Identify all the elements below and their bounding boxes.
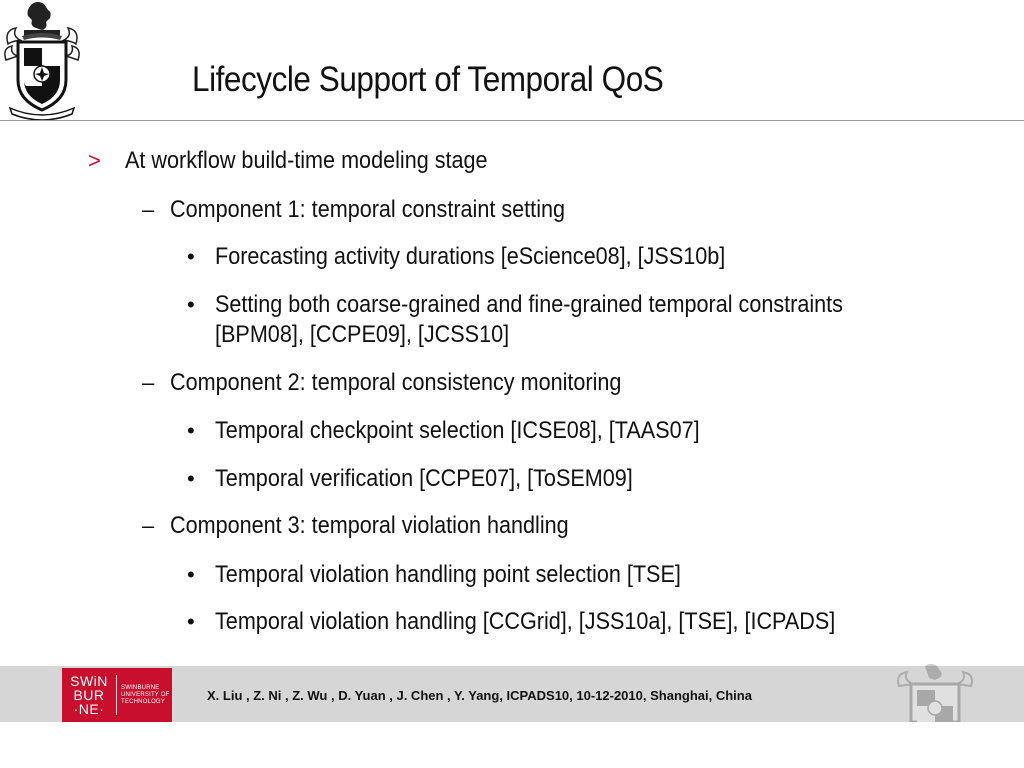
logo-subtitle-line: UNIVERSITY OF [121, 691, 170, 698]
title-divider [0, 120, 1024, 121]
logo-wordmark [62, 668, 116, 722]
bullet-marker: • [187, 244, 195, 269]
university-crest-icon [2, 0, 82, 120]
logo-separator [116, 675, 117, 715]
list-item: Temporal violation handling point selection [TSE] [215, 561, 681, 588]
bullet-marker: • [187, 562, 195, 587]
logo-line: ·NE· [73, 701, 105, 717]
bullet-marker: > [88, 148, 101, 173]
logo-subtitle-line: SWINBURNE [121, 684, 160, 691]
list-item: Setting both coarse-grained and fine-grained temporal constraints [215, 291, 843, 318]
bullet-marker: – [142, 370, 155, 395]
slide-title: Lifecycle Support of Temporal QoS [192, 60, 664, 99]
list-item: Temporal violation handling [CCGrid], [JSS10a], [TSE], [ICPADS] [215, 608, 836, 635]
list-item: Temporal checkpoint selection [ICSE08], [TAAS07] [215, 417, 700, 444]
bullet-marker: – [142, 513, 155, 538]
logo-line: BUR [73, 687, 105, 703]
list-item: Component 2: temporal consistency monitoring [170, 369, 622, 396]
bullet-marker: • [187, 292, 195, 317]
list-item: Component 1: temporal constraint setting [170, 196, 566, 223]
list-item-continuation: [BPM08], [CCPE09], [JCSS10] [215, 321, 510, 348]
bullet-marker: • [187, 418, 195, 443]
list-item: Temporal verification [CCPE07], [ToSEM09] [215, 465, 633, 492]
list-item: Component 3: temporal violation handling [170, 512, 569, 539]
list-item: At workflow build-time modeling stage [125, 147, 488, 174]
swinburne-logo [62, 668, 172, 722]
list-item: Forecasting activity durations [eScience08], [JSS10b] [215, 243, 726, 270]
footer-citation: X. Liu , Z. Ni , Z. Wu , D. Yuan , J. Chen , Y. Yang, ICPADS10, 10-12-2010, Shanghai, China [207, 688, 752, 703]
logo-line: SWiN [70, 673, 108, 689]
bullet-marker: – [142, 197, 155, 222]
logo-subtitle [117, 685, 170, 706]
bullet-marker: • [187, 466, 195, 491]
logo-subtitle-line: TECHNOLOGY [121, 698, 166, 705]
bullet-marker: • [187, 609, 195, 634]
university-crest-watermark-icon [895, 664, 975, 722]
